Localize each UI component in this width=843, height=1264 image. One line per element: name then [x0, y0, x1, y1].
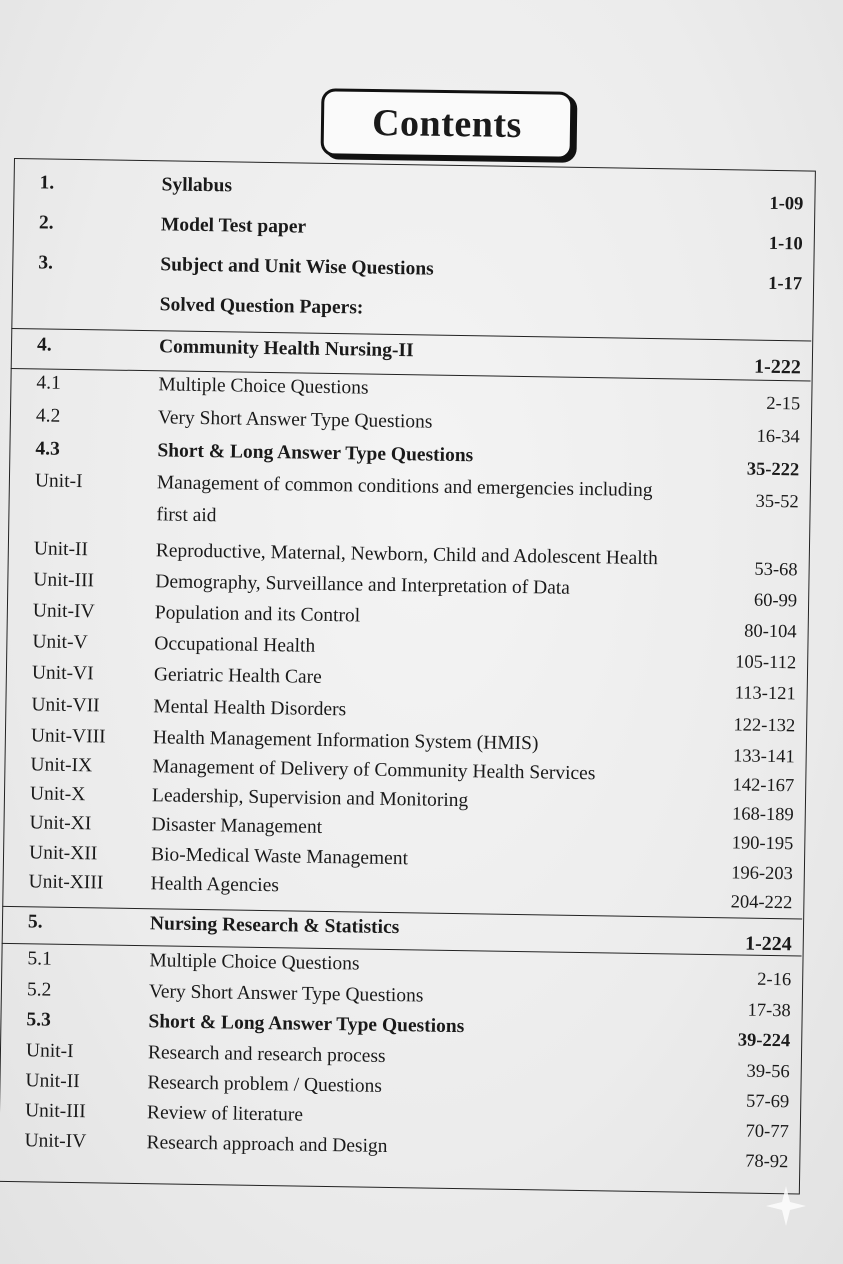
toc-number: Unit-IV [24, 1130, 87, 1153]
toc-label: Community Health Nursing-II [158, 336, 414, 362]
toc-label: Multiple Choice Questions [149, 950, 360, 975]
toc-number: Unit-II [25, 1070, 80, 1093]
toc-pages: 1-17 [768, 273, 803, 295]
toc-label: Solved Question Papers: [159, 294, 364, 319]
toc-pages: 1-10 [768, 233, 803, 255]
toc-label: Very Short Answer Type Questions [157, 407, 433, 433]
toc-pages: 204-222 [730, 892, 793, 914]
toc-pages: 196-203 [731, 863, 794, 885]
toc-label: Syllabus [161, 174, 233, 197]
toc-number: Unit-I [34, 470, 83, 493]
toc-number: Unit-II [33, 538, 89, 561]
contents-title-box [321, 88, 574, 160]
toc-number: Unit-V [32, 631, 88, 654]
toc-number: 5. [27, 911, 43, 933]
toc-pages: 16-34 [756, 426, 800, 448]
toc-label-continued: first aid [156, 504, 217, 527]
toc-pages: 1-222 [753, 355, 801, 379]
toc-label: Disaster Management [151, 814, 323, 838]
toc-pages: 35-52 [755, 491, 799, 513]
toc-number: Unit-VIII [30, 725, 106, 748]
toc-pages: 122-132 [733, 715, 796, 737]
toc-label: Management of common conditions and emergencies including [156, 472, 653, 502]
toc-number: 4.2 [35, 405, 61, 427]
toc-label: Short & Long Answer Type Questions [157, 440, 474, 467]
toc-label: Population and its Control [154, 602, 361, 627]
toc-number: Unit-I [25, 1040, 74, 1063]
toc-number: 5.1 [27, 948, 52, 970]
toc-pages: 53-68 [754, 559, 798, 581]
toc-pages: 39-224 [737, 1030, 791, 1052]
toc-pages: 1-224 [744, 932, 792, 956]
toc-pages: 113-121 [734, 683, 796, 705]
toc-pages: 70-77 [745, 1121, 789, 1143]
toc-label: Short & Long Answer Type Questions [148, 1011, 465, 1038]
toc-number: 1. [39, 172, 55, 194]
toc-label: Management of Delivery of Community Health Services [152, 756, 596, 785]
toc-label: Reproductive, Maternal, Newborn, Child and Adolescent Health [155, 540, 658, 570]
toc-number: 3. [38, 252, 54, 274]
toc-label: Multiple Choice Questions [158, 374, 369, 399]
toc-pages: 17-38 [747, 1000, 791, 1022]
toc-label: Occupational Health [154, 633, 316, 657]
toc-number: Unit-IX [30, 754, 93, 777]
toc-label: Health Management Information System (HMIS) [152, 727, 539, 755]
toc-label: Very Short Answer Type Questions [148, 981, 424, 1007]
toc-pages: 80-104 [744, 621, 797, 643]
toc-number: Unit-VI [31, 662, 94, 685]
toc-pages: 39-56 [746, 1061, 790, 1083]
toc-label: Review of literature [146, 1102, 304, 1126]
toc-label: Research problem / Questions [147, 1072, 383, 1097]
toc-label: Geriatric Health Care [153, 664, 322, 688]
toc-number: 5.2 [26, 979, 52, 1001]
toc-number: Unit-IV [32, 600, 95, 623]
toc-label: Leadership, Supervision and Monitoring [151, 785, 469, 812]
toc-number: 5.3 [26, 1009, 52, 1031]
toc-number: Unit-XII [28, 842, 98, 865]
toc-pages: 1-09 [769, 193, 804, 215]
toc-pages: 2-15 [766, 393, 801, 415]
toc-pages: 105-112 [735, 652, 797, 674]
toc-number: Unit-X [29, 783, 86, 806]
toc-pages: 78-92 [744, 1151, 789, 1173]
toc-pages: 35-222 [746, 459, 800, 481]
toc-label: Research approach and Design [146, 1132, 388, 1157]
toc-number: 4.3 [35, 438, 60, 460]
toc-number: Unit-III [33, 569, 95, 592]
toc-label: Subject and Unit Wise Questions [160, 254, 434, 280]
toc-label: Health Agencies [150, 873, 280, 897]
toc-pages: 2-16 [757, 969, 792, 991]
toc-number: Unit-XI [29, 812, 92, 835]
toc-pages: 142-167 [732, 775, 795, 797]
toc-number: 4. [36, 334, 52, 356]
toc-label: Model Test paper [160, 214, 307, 238]
page-title: Contents [371, 101, 523, 147]
toc-pages: 57-69 [745, 1091, 790, 1113]
toc-pages: 190-195 [731, 833, 794, 855]
toc-label: Nursing Research & Statistics [149, 913, 400, 939]
toc-number: 2. [38, 212, 54, 234]
toc-pages: 133-141 [732, 746, 795, 768]
contents-table [0, 158, 830, 1207]
toc-number: 4.1 [36, 372, 62, 394]
toc-number: Unit-VII [31, 694, 100, 717]
toc-number: Unit-XIII [28, 871, 104, 894]
toc-number: Unit-III [24, 1100, 86, 1123]
toc-label: Research and research process [147, 1042, 386, 1067]
toc-pages: 168-189 [731, 804, 794, 826]
toc-pages [712, 313, 802, 314]
toc-label: Mental Health Disorders [153, 696, 347, 721]
toc-label: Bio-Medical Waste Management [150, 844, 409, 870]
toc-label: Demography, Surveillance and Interpretation of Data [155, 571, 571, 599]
toc-pages: 60-99 [753, 590, 798, 612]
